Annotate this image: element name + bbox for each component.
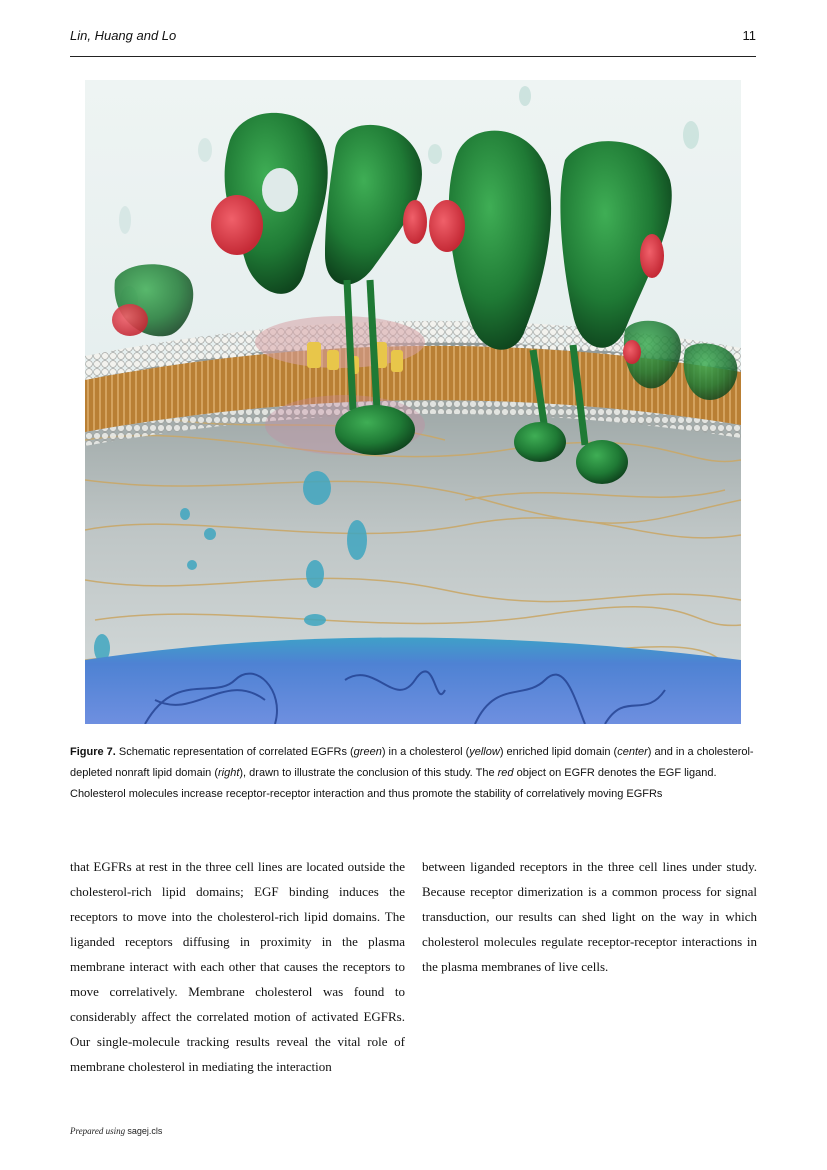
body-text-left-column: that EGFRs at rest in the three cell lines are located outside the cholesterol-rich lipid domains; EGF binding induces the receptors to move into the cholesterol-rich lipid domains. The liganded receptors diffusing in proximity in the plasma membrane interact with each other that causes the receptors to move correlatively. Membrane cholesterol was found to considerably affect the correlated motion of activated EGFRs. Our single-molecule tracking results reveal the vital role of membrane cholesterol in mediating the interaction xyxy=(70,859,405,1074)
page-footer xyxy=(70,1126,162,1136)
running-header-authors: Lin, Huang and Lo xyxy=(70,28,177,43)
nucleus xyxy=(85,638,741,725)
caption-text: Schematic representation of correlated EGFRs ( xyxy=(115,746,354,758)
caption-text: ), drawn to illustrate the conclusion of this study. The xyxy=(239,767,498,779)
caption-emphasis: red xyxy=(497,767,514,779)
footer-class-file: sagej.cls xyxy=(127,1126,163,1136)
footer-prepared-using: Prepared using xyxy=(70,1126,126,1136)
body-text-right-column: between liganded receptors in the three cell lines under study. Because receptor dimerization is a common process for signal transduction, our results can shed light on the way in which cholesterol molecules regulate receptor-receptor interactions in the plasma membranes of live cells. xyxy=(422,859,757,974)
caption-text: ) and in a cholesterol-depleted nonraft lipid domain ( xyxy=(70,746,754,779)
figure-caption xyxy=(70,742,756,805)
caption-text: ) enriched lipid domain ( xyxy=(499,746,618,758)
running-header xyxy=(70,26,756,57)
caption-emphasis: center xyxy=(617,746,648,758)
figure-caption-label: Figure 7. xyxy=(70,746,116,758)
caption-emphasis: yellow xyxy=(469,746,500,758)
caption-text: ) in a cholesterol ( xyxy=(381,746,470,758)
egfr-monomer-left xyxy=(112,264,193,336)
caption-text: object on EGFR denotes the EGF ligand. Cholesterol molecules increase receptor-receptor interaction and thus promote the stability of correlatively moving EGFRs xyxy=(70,767,717,800)
page-number: 11 xyxy=(742,28,756,43)
caption-emphasis: green xyxy=(353,746,382,758)
figure-7-illustration xyxy=(85,80,741,724)
caption-emphasis: right xyxy=(217,767,240,779)
